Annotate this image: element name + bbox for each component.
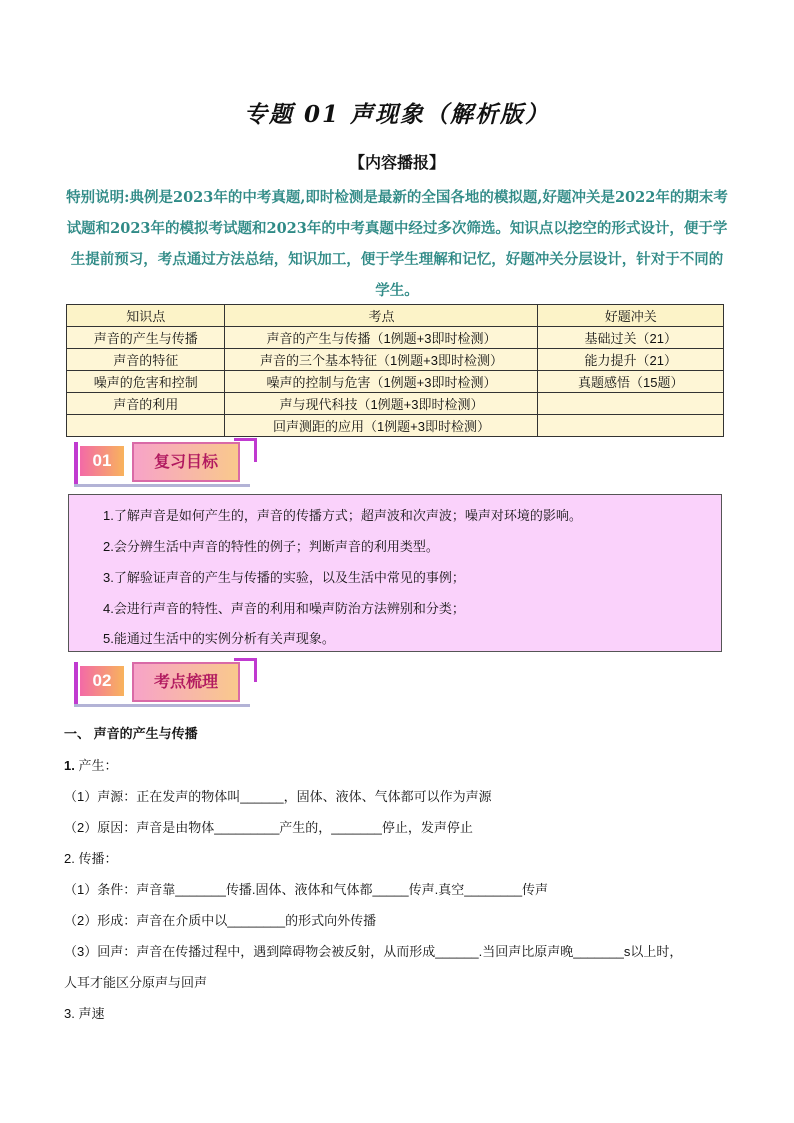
- table-cell: 声音的产生与传播（1例题+3即时检测）: [225, 327, 538, 349]
- table-row: [67, 327, 724, 349]
- review-goals-box: [68, 494, 722, 652]
- review-goals-banner: [74, 438, 254, 488]
- section-number: 01: [80, 446, 124, 476]
- table-cell: 回声测距的应用（1例题+3即时检测）: [225, 415, 538, 437]
- section-label: 复习目标: [132, 442, 240, 482]
- banner-underline: [74, 484, 250, 487]
- table-header: 考点: [225, 305, 538, 327]
- table-cell: 基础过关（21）: [538, 327, 724, 349]
- section-heading: 一、 声音的产生与传播: [64, 726, 198, 741]
- section-number: 02: [80, 666, 124, 696]
- paragraph: （1）声源：正在发声的物体叫______，固体、液体、气体都可以作为声源: [64, 789, 492, 804]
- table-cell: 声音的三个基本特征（1例题+3即时检测）: [225, 349, 538, 371]
- table-cell: [538, 415, 724, 437]
- paragraph-number: 1.: [64, 758, 75, 773]
- special-note: 特别说明:典例是2023年的中考真题,即时检测是最新的全国各地的模拟题,好题冲关是2022年的期末考试题和2023年的模拟考试题和2023年的中考真题中经过多次筛选。知识点以挖空的形式设计，便于学生提前预习，考点通过方法总结，知识加工，便于学生理解和记忆，好题冲关分层设计，针对于不同的学生。: [66, 189, 728, 299]
- table-cell: [67, 415, 225, 437]
- paragraph: 3. 声速: [64, 1006, 105, 1021]
- banner-corner: [254, 438, 257, 462]
- paragraph: 2. 传播：: [64, 851, 118, 866]
- key-points-banner: [74, 658, 254, 708]
- goal-item: 2.会分辨生活中声音的特性的例子；判断声音的利用类型。: [103, 539, 439, 554]
- table-header: 知识点: [67, 305, 225, 327]
- table-row: [67, 415, 724, 437]
- content-overview-table: [66, 304, 724, 437]
- table-cell: 声与现代科技（1例题+3即时检测）: [225, 393, 538, 415]
- banner-accent: [74, 442, 78, 486]
- banner-accent: [74, 662, 78, 706]
- table-cell: 声音的利用: [67, 393, 225, 415]
- banner-underline: [74, 704, 250, 707]
- table-cell: 声音的特征: [67, 349, 225, 371]
- table-cell: 声音的产生与传播: [67, 327, 225, 349]
- goal-item: 1.了解声音是如何产生的，声音的传播方式；超声波和次声波；噪声对环境的影响。: [103, 508, 582, 523]
- table-cell: 噪声的危害和控制: [67, 371, 225, 393]
- table-row: [67, 393, 724, 415]
- table-header-row: [67, 305, 724, 327]
- paragraph-text: 产生：: [74, 758, 118, 773]
- table-row: [67, 371, 724, 393]
- banner-corner: [234, 658, 256, 661]
- table-header: 好题冲关: [538, 305, 724, 327]
- banner-corner: [254, 658, 257, 682]
- section-label: 考点梳理: [132, 662, 240, 702]
- banner-corner: [234, 438, 256, 441]
- table-cell: [538, 393, 724, 415]
- table-cell: 能力提升（21）: [538, 349, 724, 371]
- goal-item: 5.能通过生活中的实例分析有关声现象。: [103, 631, 335, 646]
- document-title: 专题 01 声现象（解析版）: [243, 101, 551, 128]
- paragraph: （3）回声：声音在传播过程中，遇到障碍物会被反射，从而形成______.当回声比原声晚_______s以上时，: [64, 944, 683, 959]
- paragraph: （2）原因：声音是由物体_________产生的，_______停止，发声停止: [64, 820, 473, 835]
- paragraph: 人耳才能区分原声与回声: [64, 975, 208, 990]
- table-cell: 真题感悟（15题）: [538, 371, 724, 393]
- paragraph: （2）形成：声音在介质中以________的形式向外传播: [64, 913, 377, 928]
- goal-item: 4.会进行声音的特性、声音的利用和噪声防治方法辨别和分类；: [103, 601, 465, 616]
- goal-item: 3.了解验证声音的产生与传播的实验，以及生活中常见的事例；: [103, 570, 465, 585]
- content-broadcast-tag: 【内容播报】: [348, 153, 445, 172]
- paragraph: （1）条件：声音靠_______传播.固体、液体和气体都_____传声.真空________传声: [64, 882, 549, 897]
- table-cell: 噪声的控制与危害（1例题+3即时检测）: [225, 371, 538, 393]
- table-row: [67, 349, 724, 371]
- paragraph: [64, 755, 117, 774]
